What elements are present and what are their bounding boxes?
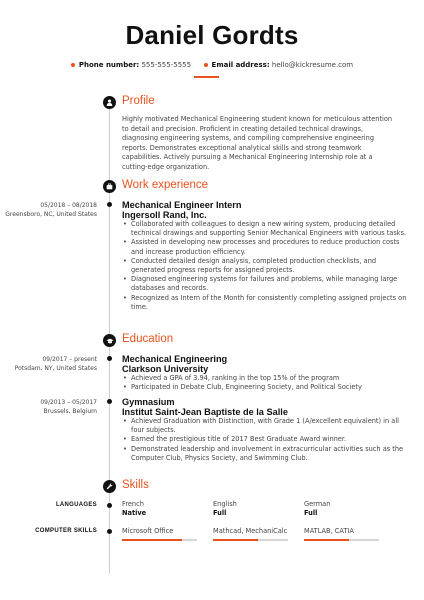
computer-skill: [213, 527, 287, 536]
skill-level-fill: [213, 539, 258, 541]
skill-level-bar: [213, 539, 288, 541]
language-name: French: [122, 500, 144, 508]
education-location: Brussels, Belgium: [43, 408, 97, 415]
timeline-dot: [107, 529, 112, 534]
header-accent-bar: [194, 76, 219, 78]
email-label: Email address:: [211, 61, 270, 69]
education-bullets: [122, 417, 407, 463]
computer-skill: [304, 527, 354, 536]
language-skill: [304, 500, 330, 518]
skill-level-bar: [304, 539, 379, 541]
person-icon: [103, 96, 116, 109]
list-item: • Participated in Debate Club, Engineering Society, and Political Society: [122, 383, 407, 392]
work-heading: Work experience: [122, 179, 209, 191]
computer-skill: [122, 527, 173, 536]
education-location: Potsdam, NY, United States: [14, 365, 97, 372]
computer-skills-label: COMPUTER SKILLS: [35, 528, 97, 534]
computer-skill-name: MATLAB, CATIA: [304, 527, 354, 535]
languages-label: LANGUAGES: [55, 502, 97, 508]
job-company: Ingersoll Rand, Inc.: [122, 210, 207, 220]
skill-level-fill: [122, 539, 182, 541]
job-bullets: [122, 220, 407, 312]
timeline-dot: [107, 202, 112, 207]
wrench-icon: [103, 480, 116, 493]
phone-label: Phone number:: [78, 61, 140, 69]
list-item: • Achieved a GPA of 3.94, ranking in the top 15% of the program: [122, 374, 407, 383]
candidate-name: Daniel Gordts: [125, 20, 299, 50]
skill-level-fill: [304, 539, 349, 541]
job-location: Greensboro, NC, United States: [5, 211, 97, 218]
list-item: • Earned the prestigious title of 2017 Best Graduate Award winner.: [122, 435, 407, 444]
education-dates: 09/2017 – present: [42, 356, 97, 363]
language-name: English: [213, 500, 237, 508]
job-dates: 05/2018 – 08/2018: [40, 202, 97, 209]
list-item: • Diagnosed engineering systems for failures and problems, while managing large databases and records.: [122, 275, 407, 293]
skill-level-bar: [122, 539, 197, 541]
education-meta: [0, 398, 97, 416]
language-skill: [213, 500, 237, 518]
computer-skill-name: Microsoft Office: [122, 527, 174, 535]
graduation-cap-icon: [103, 334, 116, 347]
language-level: Full: [304, 509, 318, 517]
contact-line: [0, 61, 424, 69]
list-item: • Achieved Graduation with Distinction, with Grade 1 (A/excellent equivalent) in all four subjects.: [122, 417, 407, 435]
list-item: • Demonstrated leadership and involvement in extracurricular activities such as the Computer Club, Physics Society, and Swimming Club.: [122, 445, 407, 463]
timeline-dot: [107, 503, 112, 508]
computer-skill-name: Mathcad, MechaniCalc: [213, 527, 288, 535]
skills-heading: Skills: [122, 479, 149, 491]
bullet-dot-icon: [204, 63, 208, 67]
education-bullets: [122, 374, 407, 392]
email-value[interactable]: hello@kickresume.com: [271, 61, 354, 69]
list-item: • Recognized as Intern of the Month for consistently completing assigned projects on time.: [122, 294, 407, 312]
job-meta: [0, 201, 97, 219]
language-name: German: [304, 500, 331, 508]
briefcase-icon: [103, 180, 116, 193]
language-skill: [122, 500, 146, 518]
job-title: Mechanical Engineer Intern: [122, 200, 242, 210]
profile-text: Highly motivated Mechanical Engineering student known for meticulous attention to detail and precision. Proficient in creating detailed technical drawings, diagnosing engineering systems, and compiling comprehensive engineering reports. Demonstrates exceptional analytical skills and strong teamwork capabilities. Actively pursuing a Mechanical Engineering Internship role at a cutting-edge organization.: [122, 115, 393, 171]
education-title: Mechanical Engineering: [122, 354, 228, 364]
bullet-dot-icon: [71, 63, 75, 67]
education-title: Gymnasium: [122, 397, 175, 407]
list-item: • Collaborated with colleagues to design a new wiring system, producing detailed technical drawings and supporting Senior Mechanical Engineers with various tasks.: [122, 220, 407, 238]
language-level: Native: [122, 509, 147, 517]
education-school: Clarkson University: [122, 364, 209, 374]
education-school: Institut Saint-Jean Baptiste de la Salle: [122, 407, 288, 417]
timeline-dot: [107, 356, 112, 361]
list-item: • Conducted detailed design analysis, completed production checklists, and generated progress reports for assigned projects.: [122, 257, 407, 275]
phone-value: 555-555-5555: [141, 61, 192, 69]
language-level: Full: [213, 509, 227, 517]
education-meta: [0, 355, 97, 373]
profile-heading: Profile: [122, 95, 155, 107]
education-dates: 09/2013 – 05/2017: [40, 399, 97, 406]
education-heading: Education: [122, 333, 174, 345]
timeline-dot: [107, 399, 112, 404]
list-item: • Assisted in developing new processes and procedures to reduce production costs and increase production efficiency.: [122, 238, 407, 256]
